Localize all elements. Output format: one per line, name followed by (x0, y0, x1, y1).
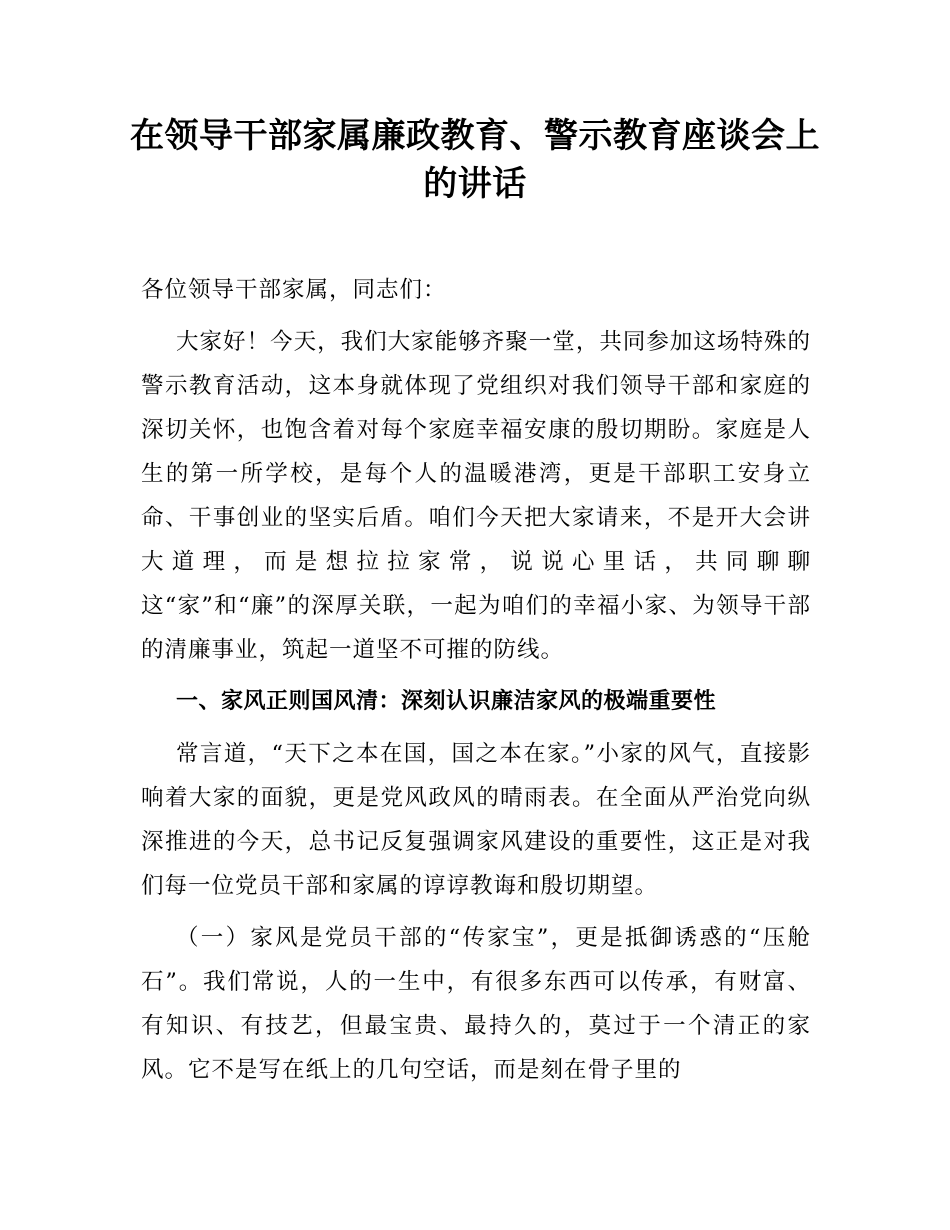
document-title: 在领导干部家属廉政教育、警示教育座谈会上的讲话 (130, 116, 820, 204)
opening-paragraph: 大家好！今天，我们大家能够齐聚一堂，共同参加这场特殊的警示教育活动，这本身就体现了党组织对我们领导干部和家庭的深切关怀，也饱含着对每个家庭幸福安康的殷切期盼。家庭是人生的第一所学校，是每个人的温暖港湾，更是干部职工安身立命、干事创业的坚实后盾。咱们今天把大家请来，不是开大会讲大道理，而是想拉拉家常，说说心里话，共同聊聊这“家”和“廉”的深厚关联，一起为咱们的幸福小家、为领导干部的清廉事业，筑起一道坚不可摧的防线。 (141, 329, 811, 663)
section-paragraph-2: （一）家风是党员干部的“传家宝”，更是抵御诱惑的“压舱石”。我们常说，人的一生中，有很多东西可以传承，有财富、有知识、有技艺，但最宝贵、最持久的，莫过于一个清正的家风。它不是写在纸上的几句空话，而是刻在骨子里的 (141, 925, 811, 1083)
salutation: 各位领导干部家属，同志们： (141, 277, 447, 303)
section-heading: 一、家风正则国风清：深刻认识廉洁家风的极端重要性 (176, 689, 717, 714)
document-body (141, 268, 811, 1092)
section-paragraph-1: 常言道，“天下之本在国，国之本在家。”小家的风气，直接影响着大家的面貌，更是党风政风的晴雨表。在全面从严治党向纵深推进的今天，总书记反复强调家风建设的重要性，这正是对我们每一位党员干部和家属的谆谆教诲和殷切期望。 (141, 741, 811, 899)
